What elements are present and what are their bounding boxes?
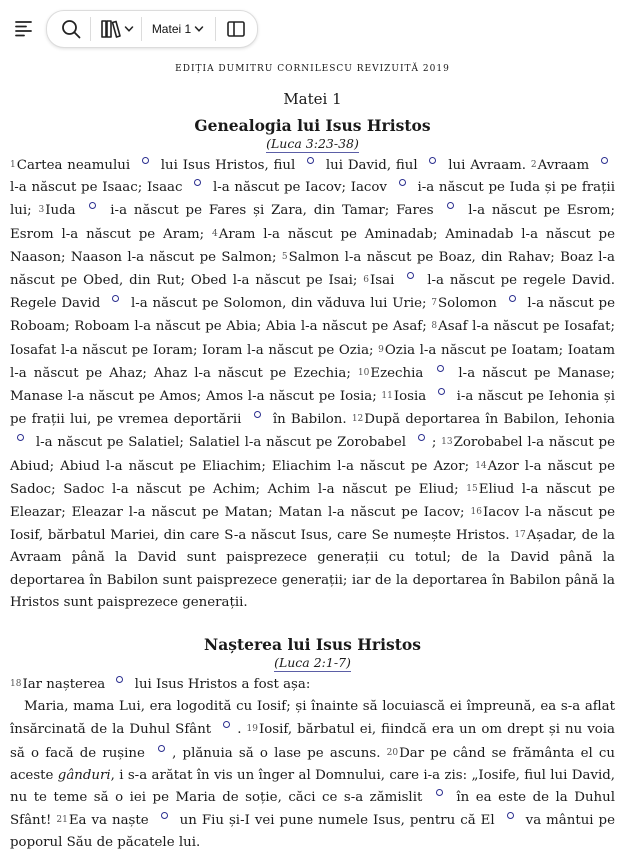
section-genealogy [10,116,615,614]
footnote-marker-icon[interactable] [601,157,608,164]
bible-text-content [10,64,615,855]
verse-number: 21 [56,815,68,826]
edition-label: EDIȚIA DUMITRU CORNILESCU REVIZUITĂ 2019 [175,64,450,74]
chevron-down-icon [194,24,204,34]
footnote-marker-icon[interactable] [307,157,314,164]
verse-number: 6 [363,275,370,286]
reader-toolbar [0,0,625,56]
chapter-title: Matei 1 [283,90,342,108]
verse-number: 8 [431,321,438,332]
verse-number: 16 [470,507,482,518]
columns-icon [226,19,246,39]
verse-number: 18 [10,679,22,690]
footnote-marker-icon[interactable] [161,812,168,819]
verse-number: 2 [530,160,537,170]
parallel-view-button[interactable] [219,11,253,47]
book-chapter-selector[interactable] [143,11,213,47]
footnote-marker-icon[interactable] [509,295,516,302]
section-birth [10,635,615,855]
verse-number: 13 [441,437,453,448]
verse-number: 14 [475,460,487,471]
cross-reference-link[interactable]: (Luca 2:1-7) [274,655,351,671]
menu-icon[interactable] [12,16,36,40]
verse-number: 10 [357,367,370,378]
footnote-marker-icon[interactable] [418,434,425,441]
verse-number: 1 [10,160,16,170]
verse-number: 5 [281,251,288,262]
verse-number: 15 [466,483,478,494]
book-chapter-label: Matei 1 [151,22,192,36]
paragraph: Maria, mama Lui, era logodită cu Iosif; și înainte să locuiască ei împreună, ea s-a aflat însărcinată de la Duhul Sfânt . $^{19}$Iosif, bărbatul ei, fiindcă era un om drept și nu voia să o facă de rușine , plănuia să o lase pe ascuns. $^{20}$Dar pe când se frământa el cu aceste gânduri, i s-a arătat în vis un înger al Domnului, care i-a zis: „Iosife, fiul lui David, nu te teme să o iei pe Maria de soție, căci ce s-a zămislit în ea este de la Duhul Sfânt! $^{21}$Ea va naște un Fiu și-I vei pune numele Isus, pentru că El va mântui pe poporul Său de păcatele lui. [10,699,616,851]
library-dropdown[interactable] [95,11,139,47]
section-title: Nașterea lui Isus Hristos [204,635,421,655]
footnote-marker-icon[interactable] [399,179,406,186]
toolbar-divider [90,17,91,41]
verse-number: 19 [246,724,258,735]
cross-reference-link[interactable]: (Luca 3:23-38) [266,136,359,151]
footnote-marker-icon[interactable] [407,272,414,279]
footnote-marker-icon[interactable] [112,295,119,302]
footnote-marker-icon[interactable] [116,676,123,683]
footnote-marker-icon[interactable] [436,789,443,796]
footnote-marker-icon[interactable] [437,365,444,372]
verse-number: 9 [378,344,384,355]
verse-number: 20 [386,747,399,758]
footnote-marker-icon[interactable] [254,411,261,418]
italic-text: gânduri [57,767,111,783]
footnote-marker-icon[interactable] [507,812,514,819]
verse-number: 3 [38,205,45,216]
toolbar-pill [46,10,258,48]
footnote-marker-icon[interactable] [158,745,165,752]
verse-number: 4 [212,228,218,239]
chevron-down-icon [124,24,134,34]
paragraph: $^{18}$Iar nașterea lui Isus Hristos a fost așa: [10,677,311,693]
footnote-marker-icon[interactable] [429,157,436,164]
footnote-marker-icon[interactable] [223,721,230,728]
books-icon [100,18,122,40]
paragraph: $^1$Cartea neamului lui Isus Hristos, fiul lui David, fiul lui Avraam. $^2$Avraam l-a născut pe Isaac; Isaac l-a născut pe Iacov; Iacov i-a născut pe Iuda și pe frații lui; $^3$Iuda i-a născut pe Fares și Zara, din Tamar; Fares l-a născut pe Esrom; Esrom l-a născut pe Aram; $^4$Aram l-a născut pe Aminadab; Aminadab l-a născut pe Naason; Naason l-a născut pe Salmon; $^5$Salmon l-a născut pe Boaz, din Rahav; Boaz l-a născut pe Obed, din Rut; Obed l-a născut pe Isai; $^6$Isai l-a născut pe regele David. Regele David l-a născut pe Solomon, din văduva lui Urie; $^7$Solomon l-a născut pe Roboam; Roboam l-a născut pe Abia; Abia l-a născut pe Asaf; $^8$Asaf l-a născut pe Iosafat; Iosafat l-a născut pe Ioram; Ioram l-a născut pe Ozia; $^9$Ozia l-a născut pe Ioatam; Ioatam l-a născut pe Ahaz; Ahaz l-a născut pe Ezechia; $^{10}$Ezechia l-a născut pe Manase; Manase l-a născut pe Amos; Amos l-a născut pe Iosia; $^{11}$Iosia i-a născut pe Iehonia și pe frații lui, pe vremea deportării în Babilon. $^{12}$După deportarea în Babilon, Iehonia l-a născut pe Salatiel; Salatiel l-a născut pe Zorobabel ; $^{13}$Zorobabel l-a născut pe Abiud; Abiud l-a născut pe Eliachim; Eliachim l-a născut pe Azor; $^{14}$Azor l-a născut pe Sadoc; Sadoc l-a născut pe Achim; Achim l-a născut pe Eliud; $^{15}$Eliud l-a născut pe Eleazar; Eleazar l-a născut pe Matan; Matan l-a născut pe Iacov; $^{16}$Iacov l-a născut pe Iosif, bărbatul Mariei, din care S-a născut Isus, care Se numește Hristos. $^{17}$Așadar, de la Avraam până la David sunt paisprezece generații cu totul; de la David până la deportarea în Babilon sunt paisprezece generații; iar de la deportarea în Babilon până la Hristos sunt paisprezece generații. [10,158,616,610]
verse-number: 11 [381,391,393,402]
search-button[interactable] [53,11,89,47]
section-title: Genealogia lui Isus Hristos [194,116,431,135]
verse-number: 12 [351,414,364,425]
footnote-marker-icon[interactable] [447,202,454,209]
search-icon [60,18,82,40]
footnote-marker-icon[interactable] [142,157,149,164]
verse-number: 17 [514,530,526,541]
footnote-marker-icon[interactable] [17,434,24,441]
verse-number: 7 [431,298,438,309]
toolbar-divider [215,17,216,41]
footnote-marker-icon[interactable] [438,388,445,395]
footnote-marker-icon[interactable] [194,179,201,186]
toolbar-divider [141,17,142,41]
footnote-marker-icon[interactable] [89,202,96,209]
